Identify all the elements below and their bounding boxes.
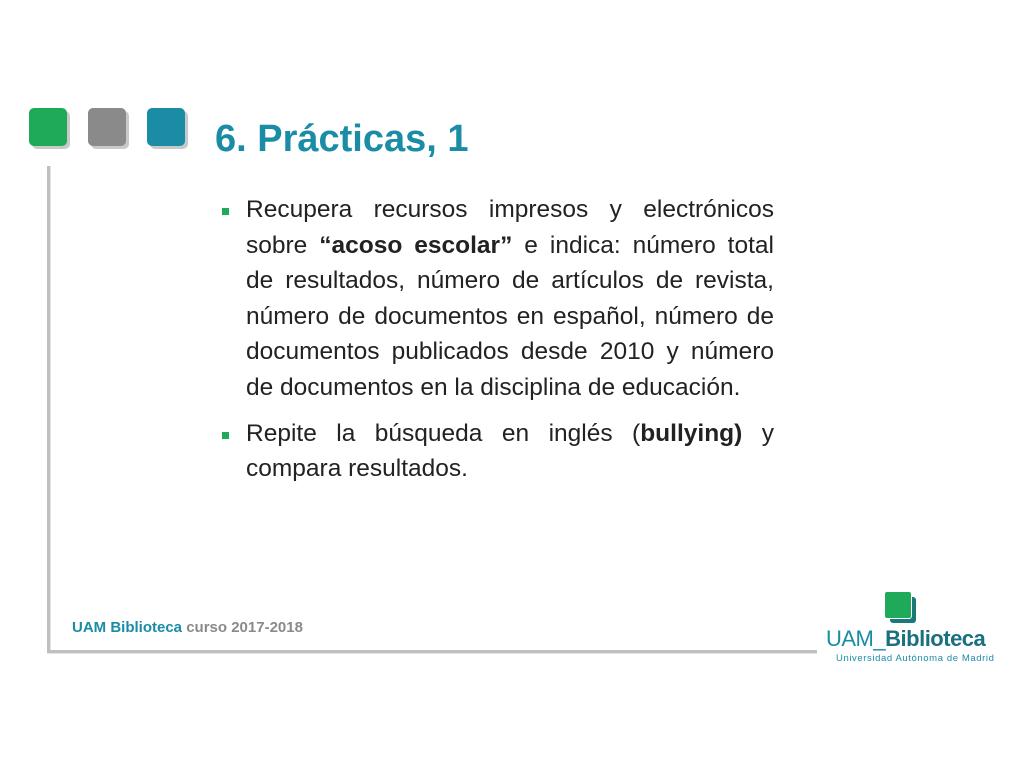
bullet-text-part: y compara resultados.: [246, 419, 774, 483]
footer-caption: [72, 619, 303, 636]
green-square-icon: [29, 108, 67, 146]
bullet-text: [246, 416, 774, 487]
slide-title: 6. Prácticas, 1: [215, 118, 469, 160]
logo-subtitle: Universidad Autónoma de Madrid: [836, 653, 995, 664]
logo-separator: _: [873, 626, 886, 651]
bullet-list: [218, 192, 774, 497]
library-logo-icon: [884, 591, 918, 625]
teal-square-icon: [147, 108, 185, 146]
gray-square-icon: [88, 108, 126, 146]
bullet-item: [218, 416, 774, 487]
bullet-text-part: Repite la búsqueda en inglés (: [246, 419, 641, 447]
bullet-text-part: e indica: número total de resultados, número de artículos de revista, número de documentos en español, número de documentos publicados desde 2010 y número de documentos en la disciplina de educación.: [246, 231, 774, 401]
bullet-item: [218, 192, 774, 406]
bullet-text-bold: bullying): [640, 419, 743, 447]
footer-year: curso 2017-2018: [186, 619, 303, 636]
bullet-text: [246, 192, 774, 406]
logo-biblioteca: Biblioteca: [885, 626, 986, 651]
library-logo-text: [826, 626, 985, 652]
logo-uam: UAM: [826, 626, 874, 651]
frame-vertical-line: [47, 166, 51, 652]
bullet-text-bold: “acoso escolar”: [319, 231, 513, 259]
bullet-square-icon: [222, 208, 229, 215]
bullet-square-icon: [222, 432, 229, 439]
bullet-text-part: Recupera recursos impresos y electrónicos sobre: [246, 196, 774, 259]
footer-brand: UAM Biblioteca: [72, 619, 183, 636]
frame-horizontal-line: [47, 650, 817, 654]
